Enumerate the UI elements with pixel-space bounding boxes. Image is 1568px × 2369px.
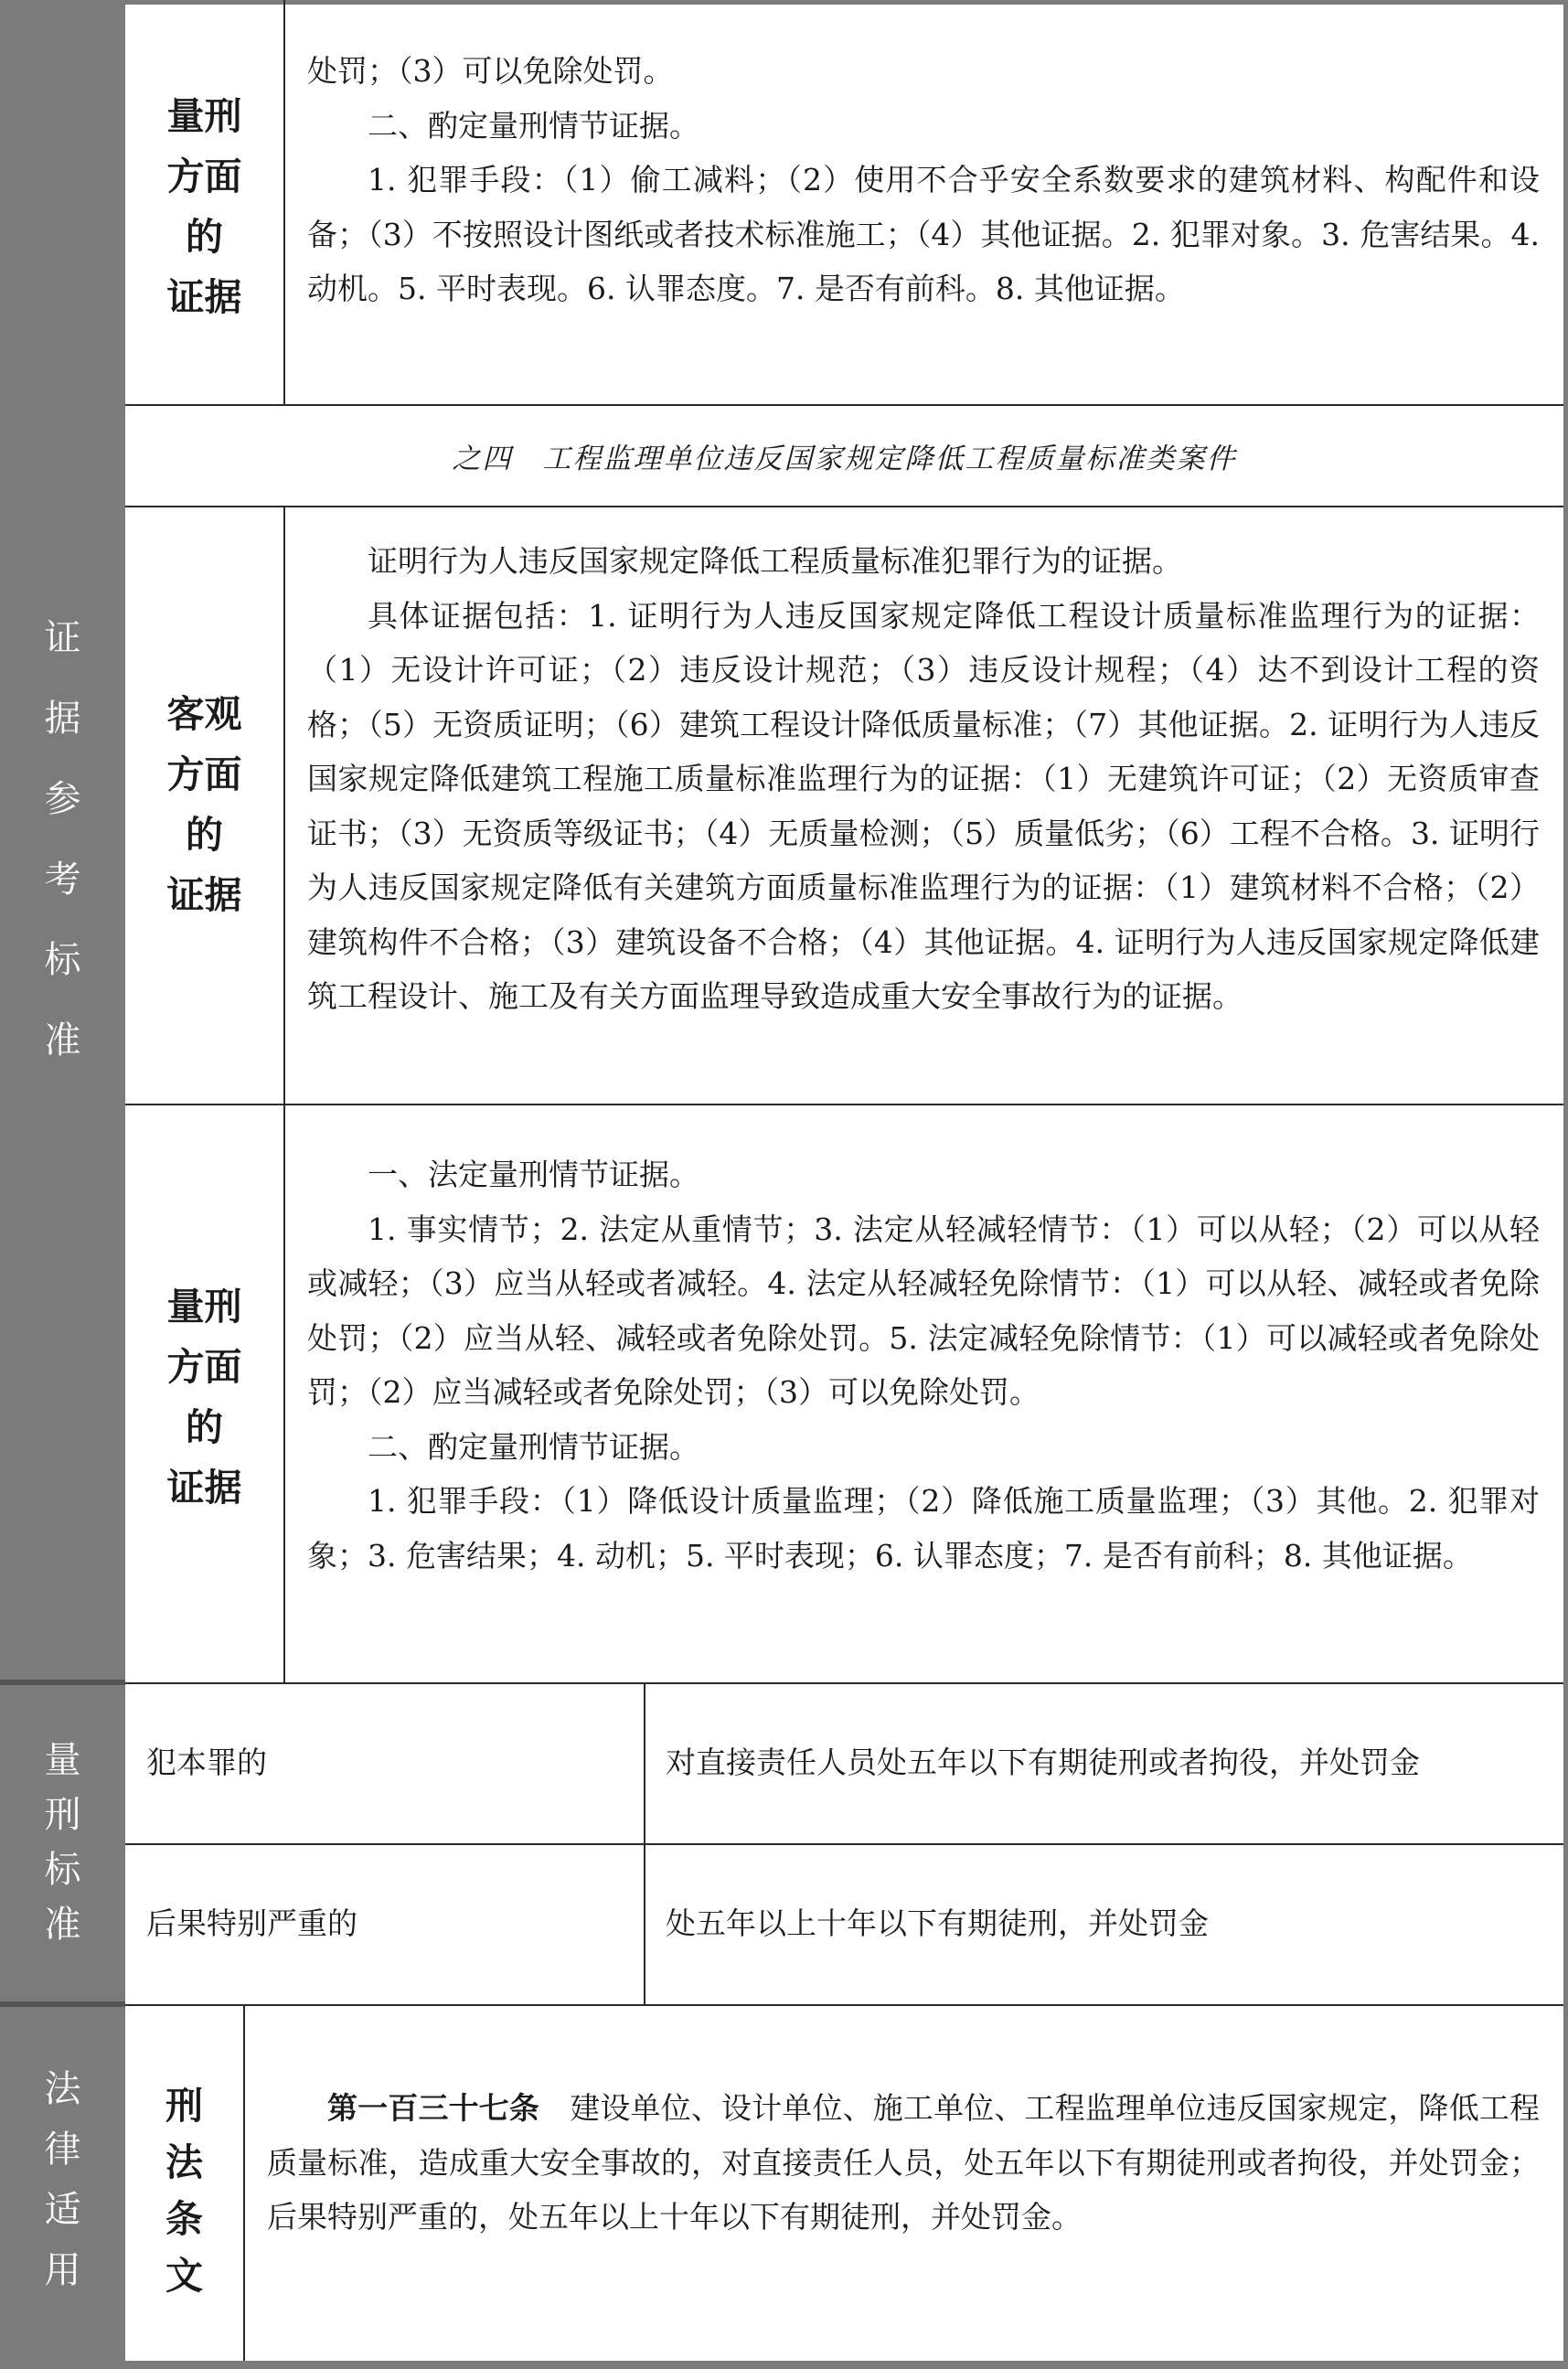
sentencing-penalty-cell: 对直接责任人员处五年以下有期徒刑或者拘役，并处罚金	[666, 1745, 1420, 1780]
sidebar-label-law-application: 法 律 适 用	[44, 2068, 81, 2291]
rule-vertical	[243, 2004, 245, 2361]
paragraph: 一、法定量刑情节证据。	[368, 1157, 699, 1192]
sidebar-column	[0, 0, 125, 2369]
paragraph: 证明行为人违反国家规定降低工程质量标准犯罪行为的证据。	[368, 543, 1182, 579]
row-label-objective-evidence: 客观 方面 的 证据	[166, 692, 242, 917]
article-number: 第一百三十七条	[327, 2090, 540, 2126]
rule-vertical	[283, 0, 285, 404]
sidebar-separator	[0, 1680, 125, 1685]
row-label-sentencing-evidence: 量刑 方面 的 证据	[166, 1285, 242, 1510]
paragraph: 1. 事实情节；2. 法定从重情节；3. 法定从轻减轻情节：（1）可以从轻；（2）可以从轻或减轻；（3）应当从轻或者减轻。4. 法定从轻减轻免除情节：（1）可以从轻、减轻或者免除处罚；（2）应当从轻、减轻或者免除处罚。5. 法定减轻免除情节：（1）可以减轻或者免除处罚；（2）应当减轻或者免除处罚；（3）可以免除处罚。	[307, 1211, 1540, 1410]
frame-top	[0, 0, 1568, 5]
paragraph: 具体证据包括：1. 证明行为人违反国家规定降低工程设计质量标准监理行为的证据：（1）无设计许可证；（2）违反设计规范；（3）违反设计规程；（4）达不到设计工程的资格；（5）无资质证明；（6）建筑工程设计降低质量标准；（7）其他证据。2. 证明行为人违反国家规定降低建筑工程施工质量标准监理行为的证据：（1）无建筑许可证；（2）无资质审查证书；（3）无资质等级证书；（4）无质量检测；（5）质量低劣；（6）工程不合格。3. 证明行为人违反国家规定降低有关建筑方面质量标准监理行为的证据：（1）建筑材料不合格；（2）建筑构件不合格；（3）建筑设备不合格；（4）其他证据。4. 证明行为人违反国家规定降低建筑工程设计、施工及有关方面监理导致造成重大安全事故行为的证据。	[307, 597, 1540, 1014]
paragraph: 1. 犯罪手段：（1）偷工减料；（2）使用不合乎安全系数要求的建筑材料、构配件和设备；（3）不按照设计图纸或者技术标准施工；（4）其他证据。2. 犯罪对象。3. 危害结果。4. 动机。5. 平时表现。6. 认罪态度。7. 是否有前科。8. 其他证据。	[307, 162, 1540, 306]
sidebar-separator	[0, 2001, 125, 2007]
section-heading: 之四 工程监理单位违反国家规定降低工程质量标准类案件	[452, 443, 1237, 475]
frame-right	[1563, 0, 1568, 2369]
paragraph	[267, 2081, 1540, 2245]
paragraph: 处罚；（3）可以免除处罚。	[307, 53, 674, 89]
rule-vertical	[644, 1682, 645, 2004]
rule-vertical	[283, 506, 285, 1682]
objective-evidence-text	[307, 534, 1540, 1024]
article-body: 建设单位、设计单位、施工单位、工程监理单位违反国家规定，降低工程质量标准，造成重大安全事故的，对直接责任人员，处五年以下有期徒刑或者拘役，并处罚金；后果特别严重的，处五年以上十年以下有期徒刑，并处罚金。	[267, 2090, 1541, 2235]
paragraph: 二、酌定量刑情节证据。	[368, 1428, 699, 1465]
rule-horizontal	[125, 506, 1563, 507]
paragraph: 1. 犯罪手段：（1）降低设计质量监理；（2）降低施工质量监理；（3）其他。2. 犯罪对象；3. 危害结果；4. 动机；5. 平时表现；6. 认罪态度；7. 是否有前科；8. 其他证据。	[307, 1483, 1540, 1574]
rule-horizontal	[125, 1104, 1563, 1105]
row-label-sentencing-evidence: 量刑 方面 的 证据	[166, 94, 242, 319]
rule-horizontal	[125, 1843, 1563, 1845]
sentencing-condition-cell: 犯本罪的	[146, 1745, 267, 1780]
sidebar-label-sentencing-standard: 量 刑 标 准	[44, 1739, 81, 1946]
rule-horizontal	[125, 2004, 1563, 2006]
sentencing-penalty-cell: 处五年以上十年以下有期徒刑，并处罚金	[666, 1905, 1209, 1941]
rule-horizontal	[125, 404, 1563, 406]
row-label-criminal-law-article: 刑 法 条 文	[165, 2084, 203, 2298]
sentencing-evidence-text	[307, 1147, 1540, 1583]
law-article-text	[267, 2081, 1540, 2245]
frame-bottom	[0, 2361, 1568, 2369]
sidebar-label-evidence-standard: 证 据 参 考 标 准	[44, 617, 81, 1062]
paragraph: 二、酌定量刑情节证据。	[368, 107, 699, 144]
sentencing-evidence-text	[307, 44, 1540, 316]
rule-horizontal	[125, 1682, 1563, 1684]
sentencing-condition-cell: 后果特别严重的	[146, 1905, 357, 1941]
